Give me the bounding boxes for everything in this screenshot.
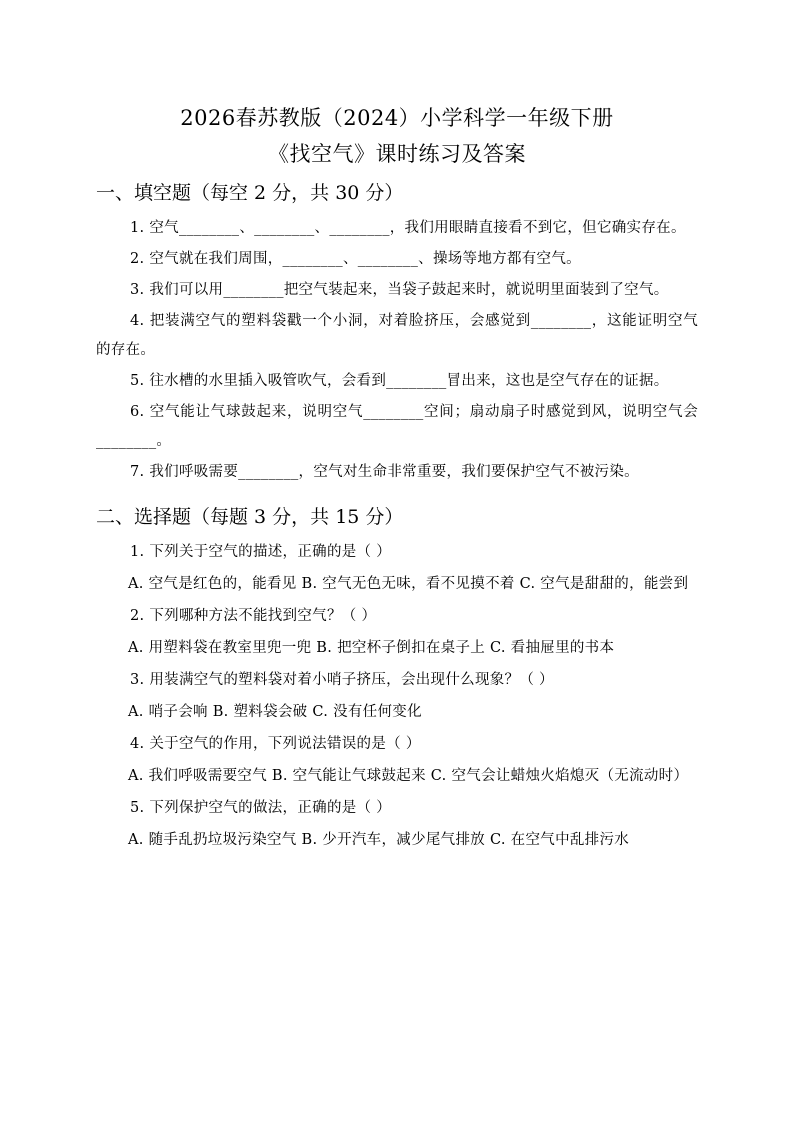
document-title-line2: 《找空气》课时练习及答案 xyxy=(268,142,526,166)
choice-question-3-options: A. 哨子会响 B. 塑料袋会破 C. 没有任何变化 xyxy=(128,704,422,720)
choice-question-1-options: A. 空气是红色的，能看见 B. 空气无色无味，看不见摸不着 C. 空气是甜甜的，能尝到 xyxy=(128,576,689,592)
choice-question-4-options: A. 我们呼吸需要空气 B. 空气能让气球鼓起来 C. 空气会让蜡烛火焰熄灭（无流动时） xyxy=(128,768,689,784)
choice-question-5-options: A. 随手乱扔垃圾污染空气 B. 少开汽车，减少尾气排放 C. 在空气中乱排污水 xyxy=(128,832,630,848)
fill-blank-question-4: 4. 把装满空气的塑料袋戳一个小洞，对着脸挤压，会感觉到________，这能证明空气的存在。 xyxy=(96,313,698,358)
choice-question-2-options: A. 用塑料袋在教室里兜一兜 B. 把空杯子倒扣在桌子上 C. 看抽屉里的书本 xyxy=(128,640,615,656)
fill-blank-question-2: 2. 空气就在我们周围，________、________、操场等地方都有空气。 xyxy=(130,251,581,267)
choice-question-2-stem: 2. 下列哪种方法不能找到空气？（ ） xyxy=(130,608,377,624)
fill-blank-question-5: 5. 往水槽的水里插入吸管吹气，会看到________冒出来，这也是空气存在的证据。 xyxy=(130,373,669,389)
document-title-line1: 2026春苏教版（2024）小学科学一年级下册 xyxy=(180,106,614,130)
section-heading-fill-blank: 一、填空题（每空 2 分，共 30 分） xyxy=(96,182,404,204)
choice-question-3-stem: 3. 用装满空气的塑料袋对着小哨子挤压，会出现什么现象？（ ） xyxy=(130,672,554,688)
fill-blank-question-7: 7. 我们呼吸需要________，空气对生命非常重要，我们要保护空气不被污染。 xyxy=(130,464,639,480)
fill-blank-question-3: 3. 我们可以用________把空气装起来，当袋子鼓起来时，就说明里面装到了空气。 xyxy=(130,282,669,298)
fill-blank-question-6: 6. 空气能让气球鼓起来，说明空气________空间；扇动扇子时感觉到风，说明空气会________。 xyxy=(96,404,698,449)
choice-question-1-stem: 1. 下列关于空气的描述，正确的是（ ） xyxy=(130,544,392,560)
choice-question-5-stem: 5. 下列保护空气的做法，正确的是（ ） xyxy=(130,800,392,816)
fill-blank-question-1: 1. 空气________、________、________，我们用眼睛直接看不到它，但它确实存在。 xyxy=(130,220,686,236)
section-heading-multiple-choice: 二、选择题（每题 3 分，共 15 分） xyxy=(96,506,404,528)
choice-question-4-stem: 4. 关于空气的作用，下列说法错误的是（ ） xyxy=(130,736,421,752)
